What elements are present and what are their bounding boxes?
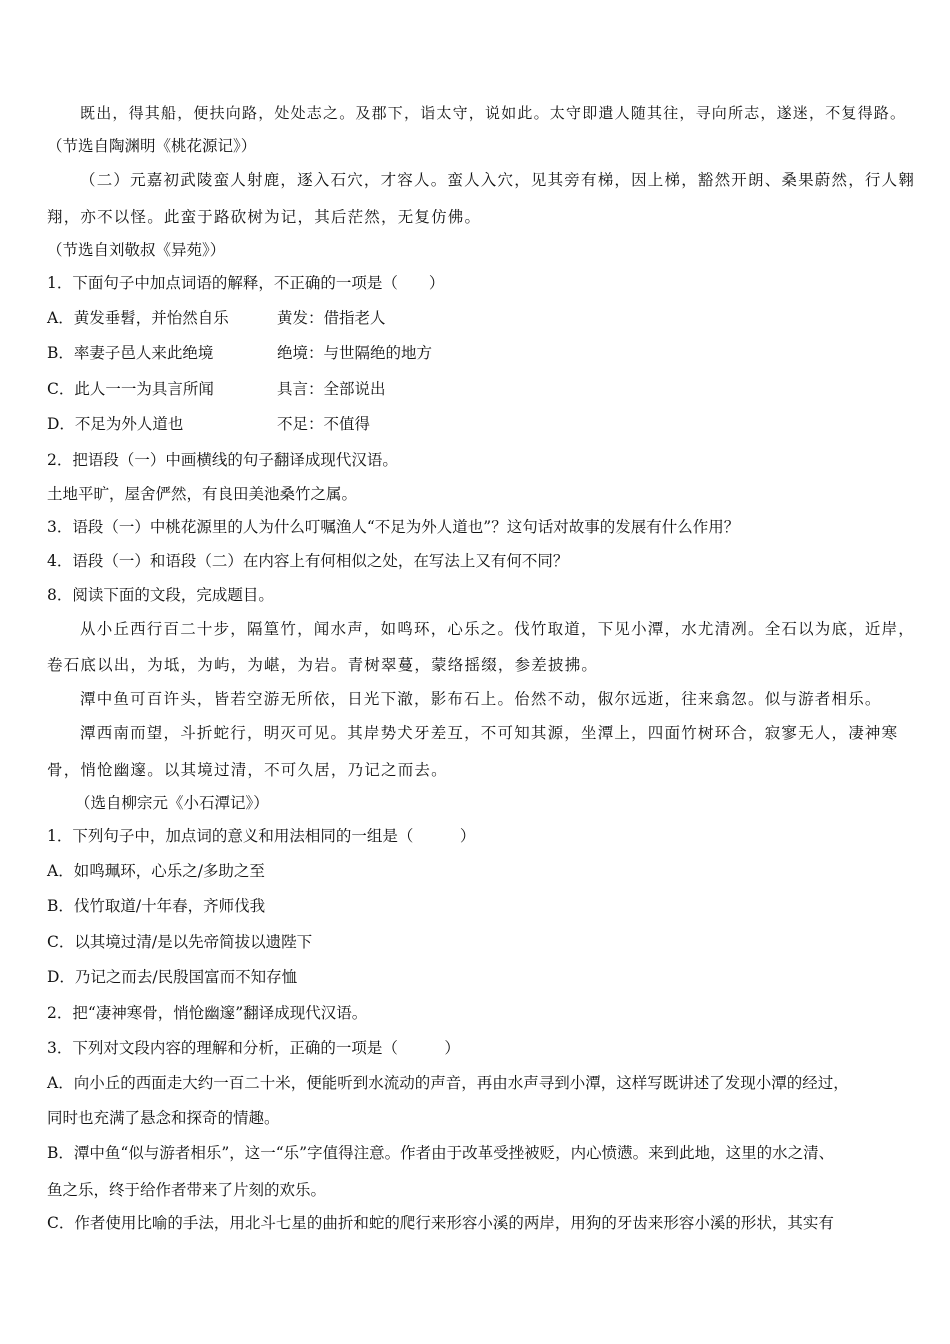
set1-option-d-gloss: 不足：不值得 <box>277 415 371 433</box>
set2-q3-option-a-line-1: A．向小丘的西面走大约一百二十米，便能听到水流动的声音，再由水声寻到小潭，这样写既讲述了发现小潭的经过， <box>47 1074 849 1092</box>
q8-source: （选自柳宗元《小石潭记》） <box>75 794 269 812</box>
set1-option-b: B．率妻子邑人来此绝境 <box>47 344 214 362</box>
set1-option-b-gloss: 绝境：与世隔绝的地方 <box>277 344 433 362</box>
question-8-intro: 8．阅读下面的文段，完成题目。 <box>47 586 274 604</box>
set1-option-c-gloss: 具言：全部说出 <box>277 380 386 398</box>
set1-question-4: 4．语段（一）和语段（二）在内容上有何相似之处，在写法上又有何不同？ <box>47 552 569 570</box>
set2-question-2: 2．把“凄神寒骨，悄怆幽邃”翻译成现代汉语。 <box>47 1004 368 1022</box>
set2-q3-option-c-line-1: C．作者使用比喻的手法，用北斗七星的曲折和蛇的爬行来形容小溪的两岸，用狗的牙齿来形容小溪的形状，其实有 <box>47 1214 834 1232</box>
set1-question-3: 3．语段（一）中桃花源里的人为什么叮嘱渔人“不足为外人道也”？这句话对故事的发展有什么作用？ <box>47 518 740 536</box>
set2-option-a: A．如鸣珮环，心乐之/多助之至 <box>47 862 265 880</box>
set1-question-2: 2．把语段（一）中画横线的句子翻译成现代汉语。 <box>47 451 398 469</box>
set1-question-2-sentence: 土地平旷，屋舍俨然，有良田美池桑竹之属。 <box>47 485 358 503</box>
set2-q3-option-b-line-2: 鱼之乐，终于给作者带来了片刻的欢乐。 <box>47 1181 327 1199</box>
set2-option-d: D．乃记之而去/民殷国富而不知存恤 <box>47 968 298 986</box>
q8-para2: 潭中鱼可百许头，皆若空游无所依，日光下澈，影布石上。佁然不动，俶尔远逝，往来翕忽。似与游者相乐。 <box>80 690 882 708</box>
set1-option-c: C．此人一一为具言所闻 <box>47 380 214 398</box>
set2-option-c: C．以其境过清/是以先帝简拔以遗陛下 <box>47 933 313 951</box>
set1-option-d: D．不足为外人道也 <box>47 415 184 433</box>
passage2-line-2: 翔，亦不以怪。此蛮于路砍树为记，其后茫然，无复仿佛。 <box>47 208 482 226</box>
set2-question-3: 3．下列对文段内容的理解和分析，正确的一项是（ ） <box>47 1039 460 1057</box>
passage2-line-1: （二）元嘉初武陵蛮人射鹿，逐入石穴，才容人。蛮人入穴，见其旁有梯，因上梯，豁然开朗、桑果蔚然，行人翱 <box>80 171 916 189</box>
passage1-source: （节选自陶渊明《桃花源记》） <box>47 137 257 155</box>
q8-para3-line-1: 潭西南而望，斗折蛇行，明灭可见。其岸势犬牙差互，不可知其源，坐潭上，四面竹树环合，寂寥无人，凄神寒 <box>80 724 899 742</box>
q8-para1-line-1: 从小丘西行百二十步，隔篁竹，闻水声，如鸣环，心乐之。伐竹取道，下见小潭，水尤清冽。全石以为底，近岸， <box>80 620 916 638</box>
set1-option-a: A．黄发垂髫，并怡然自乐 <box>47 309 229 327</box>
set2-q3-option-a-line-2: 同时也充满了悬念和探奇的情趣。 <box>47 1109 280 1127</box>
set2-question-1: 1．下列句子中，加点词的意义和用法相同的一组是（ ） <box>47 827 476 845</box>
set1-question-1: 1．下面句子中加点词语的解释，不正确的一项是（ ） <box>47 274 445 292</box>
set2-option-b: B．伐竹取道/十年春，齐师伐我 <box>47 897 266 915</box>
set2-q3-option-b-line-1: B．潭中鱼“似与游者相乐”，这一“乐”字值得注意。作者由于改革受挫被贬，内心愤懑。来到此地，这里的水之清、 <box>47 1144 835 1162</box>
passage1-last-line: 既出，得其船，便扶向路，处处志之。及郡下，诣太守，说如此。太守即遣人随其往，寻向所志，遂迷，不复得路。 <box>80 104 907 122</box>
q8-para3-line-2: 骨，悄怆幽邃。以其境过清，不可久居，乃记之而去。 <box>47 761 448 779</box>
q8-para1-line-2: 卷石底以出，为坻，为屿，为嵁，为岩。青树翠蔓，蒙络摇缀，参差披拂。 <box>47 656 599 674</box>
set1-option-a-gloss: 黄发：借指老人 <box>277 309 386 327</box>
passage2-source: （节选自刘敬叔《异苑》） <box>47 241 226 259</box>
